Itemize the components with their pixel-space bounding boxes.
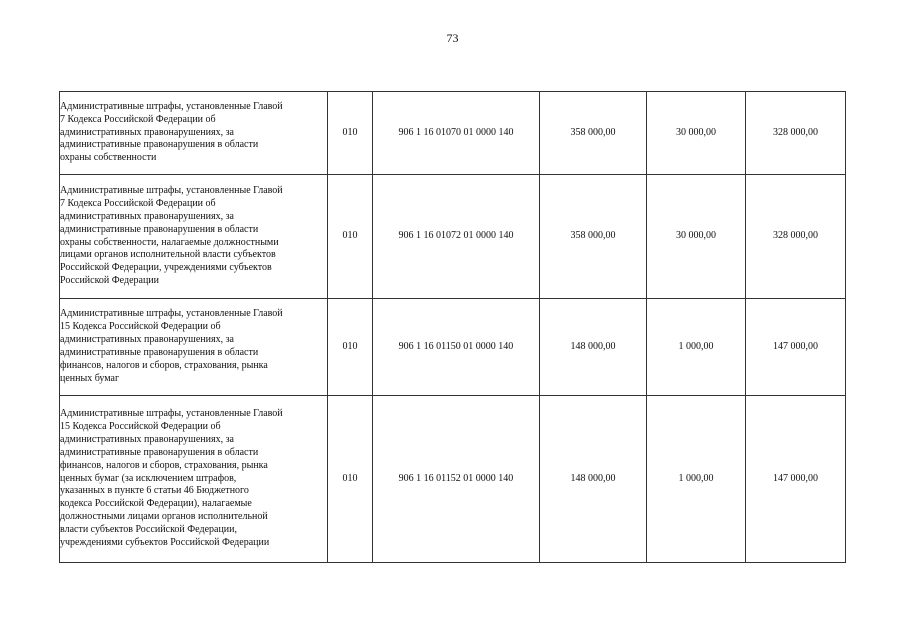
budget-classification-code: 906 1 16 01150 01 0000 140 — [373, 299, 540, 396]
income-description: Административные штрафы, установленные Главой 15 Кодекса Российской Федерации об административных правонарушениях, за административные правонарушения в области финансов, налогов и сборов, страхования, рынка ценных бумаг — [60, 299, 328, 396]
budget-classification-code: 906 1 16 01072 01 0000 140 — [373, 175, 540, 299]
income-description: Административные штрафы, установленные Главой 7 Кодекса Российской Федерации об административных правонарушениях, за административные правонарушения в области охраны собственности — [60, 92, 328, 175]
executed-amount: 30 000,00 — [647, 92, 746, 175]
line-code: 010 — [328, 396, 373, 563]
table-row — [60, 299, 846, 396]
income-description: Административные штрафы, установленные Главой 7 Кодекса Российской Федерации об административных правонарушениях, за административные правонарушения в области охраны собственности, налагаемые должностными лицами органов исполнительной власти субъектов Российской Федерации, учреждениями субъектов Российской Федерации — [60, 175, 328, 299]
approved-amount: 358 000,00 — [540, 175, 647, 299]
approved-amount: 148 000,00 — [540, 396, 647, 563]
income-description: Административные штрафы, установленные Главой 15 Кодекса Российской Федерации об административных правонарушениях, за административные правонарушения в области финансов, налогов и сборов, страхования, рынка ценных бумаг (за исключением штрафов, указанных в пункте 6 статьи 46 Бюджетного кодекса Российской Федерации), налагаемые должностными лицами органов исполнительной власти субъектов Российской Федерации, учреждениями субъектов Российской Федерации — [60, 396, 328, 563]
not-executed-amount: 328 000,00 — [746, 92, 846, 175]
table-row — [60, 396, 846, 563]
approved-amount: 358 000,00 — [540, 92, 647, 175]
budget-execution-table — [59, 91, 846, 563]
not-executed-amount: 328 000,00 — [746, 175, 846, 299]
table-row — [60, 92, 846, 175]
not-executed-amount: 147 000,00 — [746, 299, 846, 396]
line-code: 010 — [328, 92, 373, 175]
line-code: 010 — [328, 175, 373, 299]
executed-amount: 1 000,00 — [647, 299, 746, 396]
budget-classification-code: 906 1 16 01070 01 0000 140 — [373, 92, 540, 175]
executed-amount: 30 000,00 — [647, 175, 746, 299]
table-row — [60, 175, 846, 299]
line-code: 010 — [328, 299, 373, 396]
executed-amount: 1 000,00 — [647, 396, 746, 563]
approved-amount: 148 000,00 — [540, 299, 647, 396]
page-number: 73 — [446, 31, 459, 45]
not-executed-amount: 147 000,00 — [746, 396, 846, 563]
budget-classification-code: 906 1 16 01152 01 0000 140 — [373, 396, 540, 563]
